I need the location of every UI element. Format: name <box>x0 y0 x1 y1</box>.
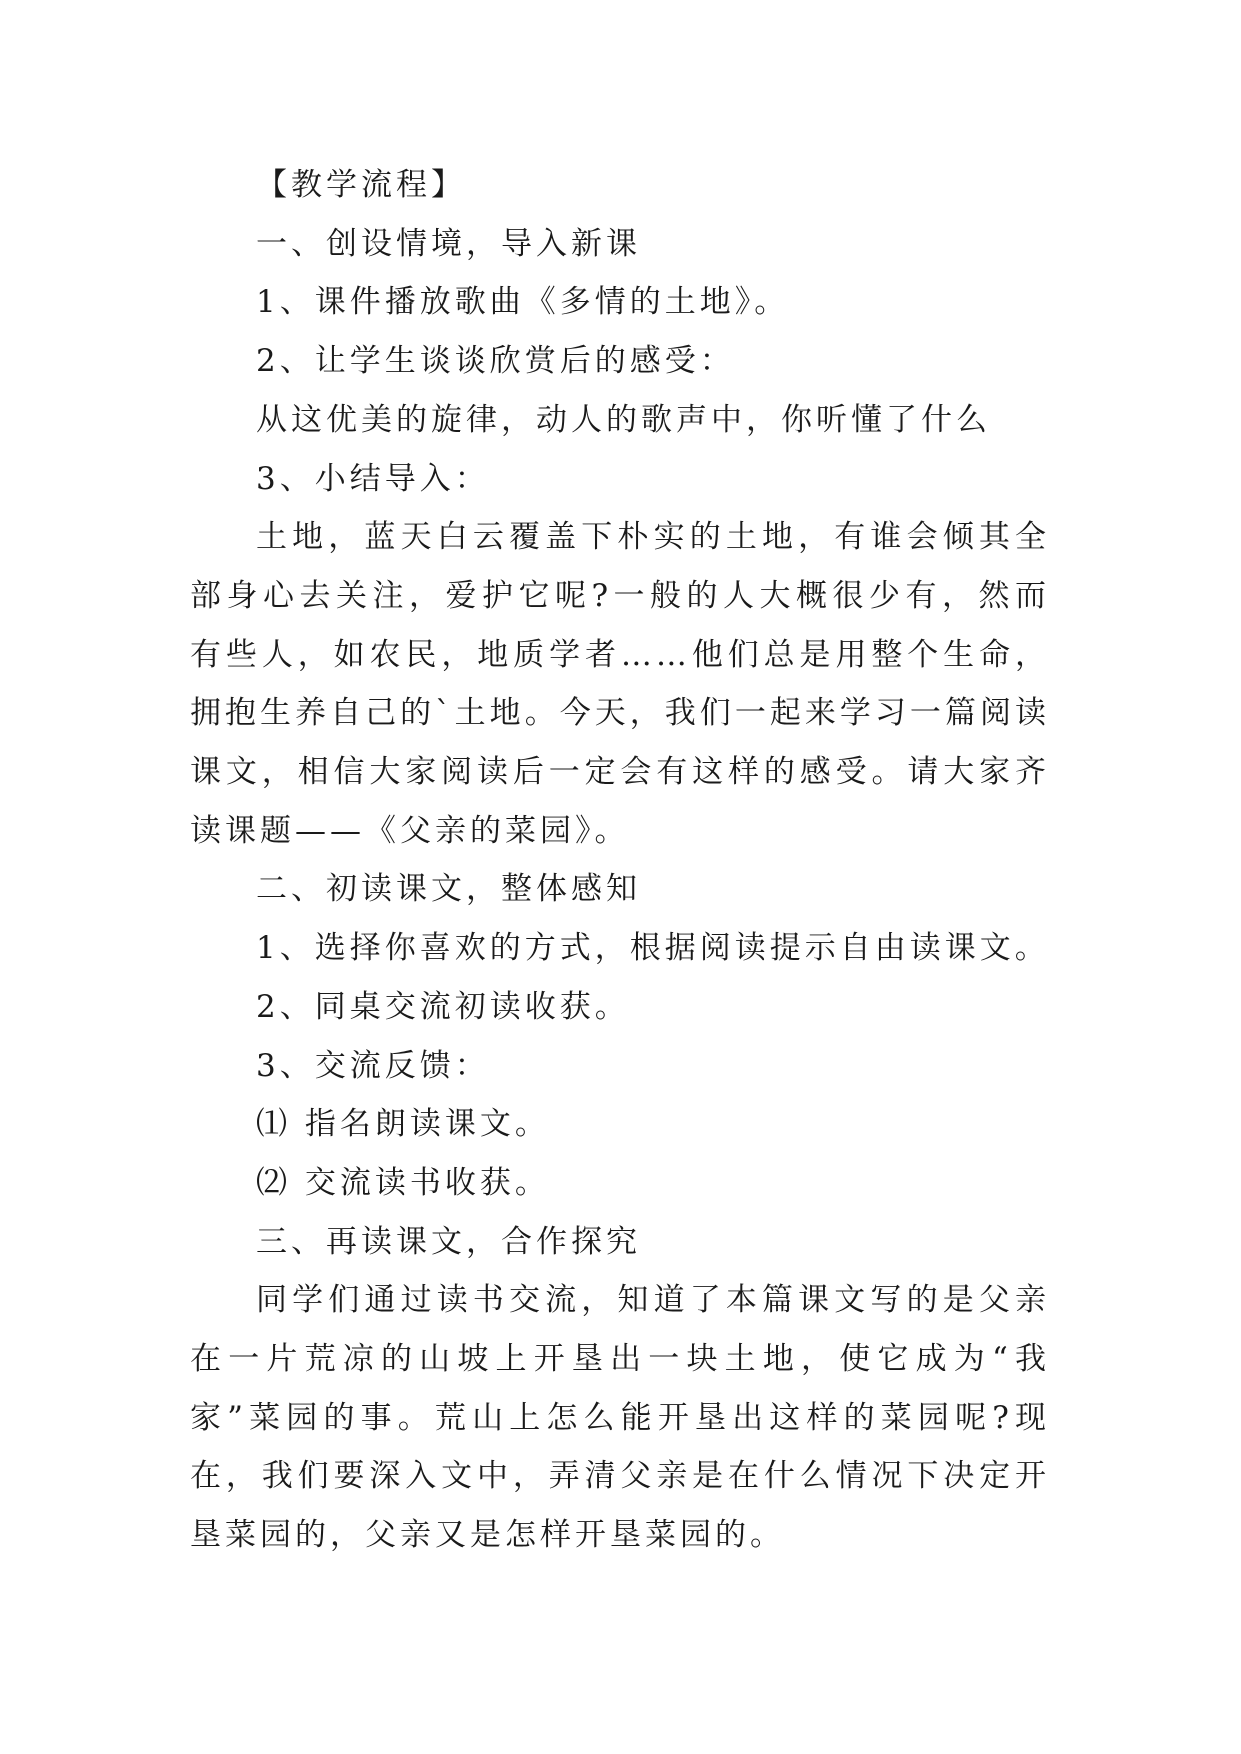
list-item: 2、同桌交流初读收获。 <box>256 988 630 1025</box>
list-item: ⑵ 交流读书收获。 <box>256 1164 550 1201</box>
document-heading: 【教学流程】 <box>256 167 466 203</box>
list-item: 3、小结导入： <box>256 460 490 497</box>
section-title-3: 三、再读课文，合作探究 <box>256 1223 641 1260</box>
list-item: 3、交流反馈： <box>256 1047 490 1084</box>
list-item: ⑴ 指名朗读课文。 <box>256 1106 550 1143</box>
list-item: 1、课件播放歌曲《多情的土地》。 <box>256 284 790 321</box>
explore-paragraph: 同学们通过读书交流，知道了本篇课文写的是父亲在一片荒凉的山坡上开垦出一块土地，使它成为“我家”菜园的事。荒山上怎么能开垦出这样的菜园呢?现在，我们要深入文中，弄清父亲是在什么情况下决定开垦菜园的，父亲又是怎样开垦菜园的。 <box>190 1282 1050 1554</box>
intro-paragraph: 土地，蓝天白云覆盖下朴实的土地，有谁会倾其全部身心去关注，爱护它呢?一般的人大概很少有，然而有些人，如农民，地质学者……他们总是用整个生命，拥抱生养自己的`土地。今天，我们一起来学习一篇阅读课文，相信大家阅读后一定会有这样的感受。请大家齐读课题——《父亲的菜园》。 <box>190 519 1050 849</box>
list-item: 从这优美的旋律，动人的歌声中，你听懂了什么 <box>256 401 991 438</box>
section-title-1: 一、创设情境，导入新课 <box>256 225 641 262</box>
list-item: 1、选择你喜欢的方式，根据阅读提示自由读课文。 <box>256 930 1050 967</box>
section-title-2: 二、初读课文，整体感知 <box>256 871 641 908</box>
document-body <box>190 156 1050 1565</box>
list-item: 2、让学生谈谈欣赏后的感受： <box>256 343 735 380</box>
